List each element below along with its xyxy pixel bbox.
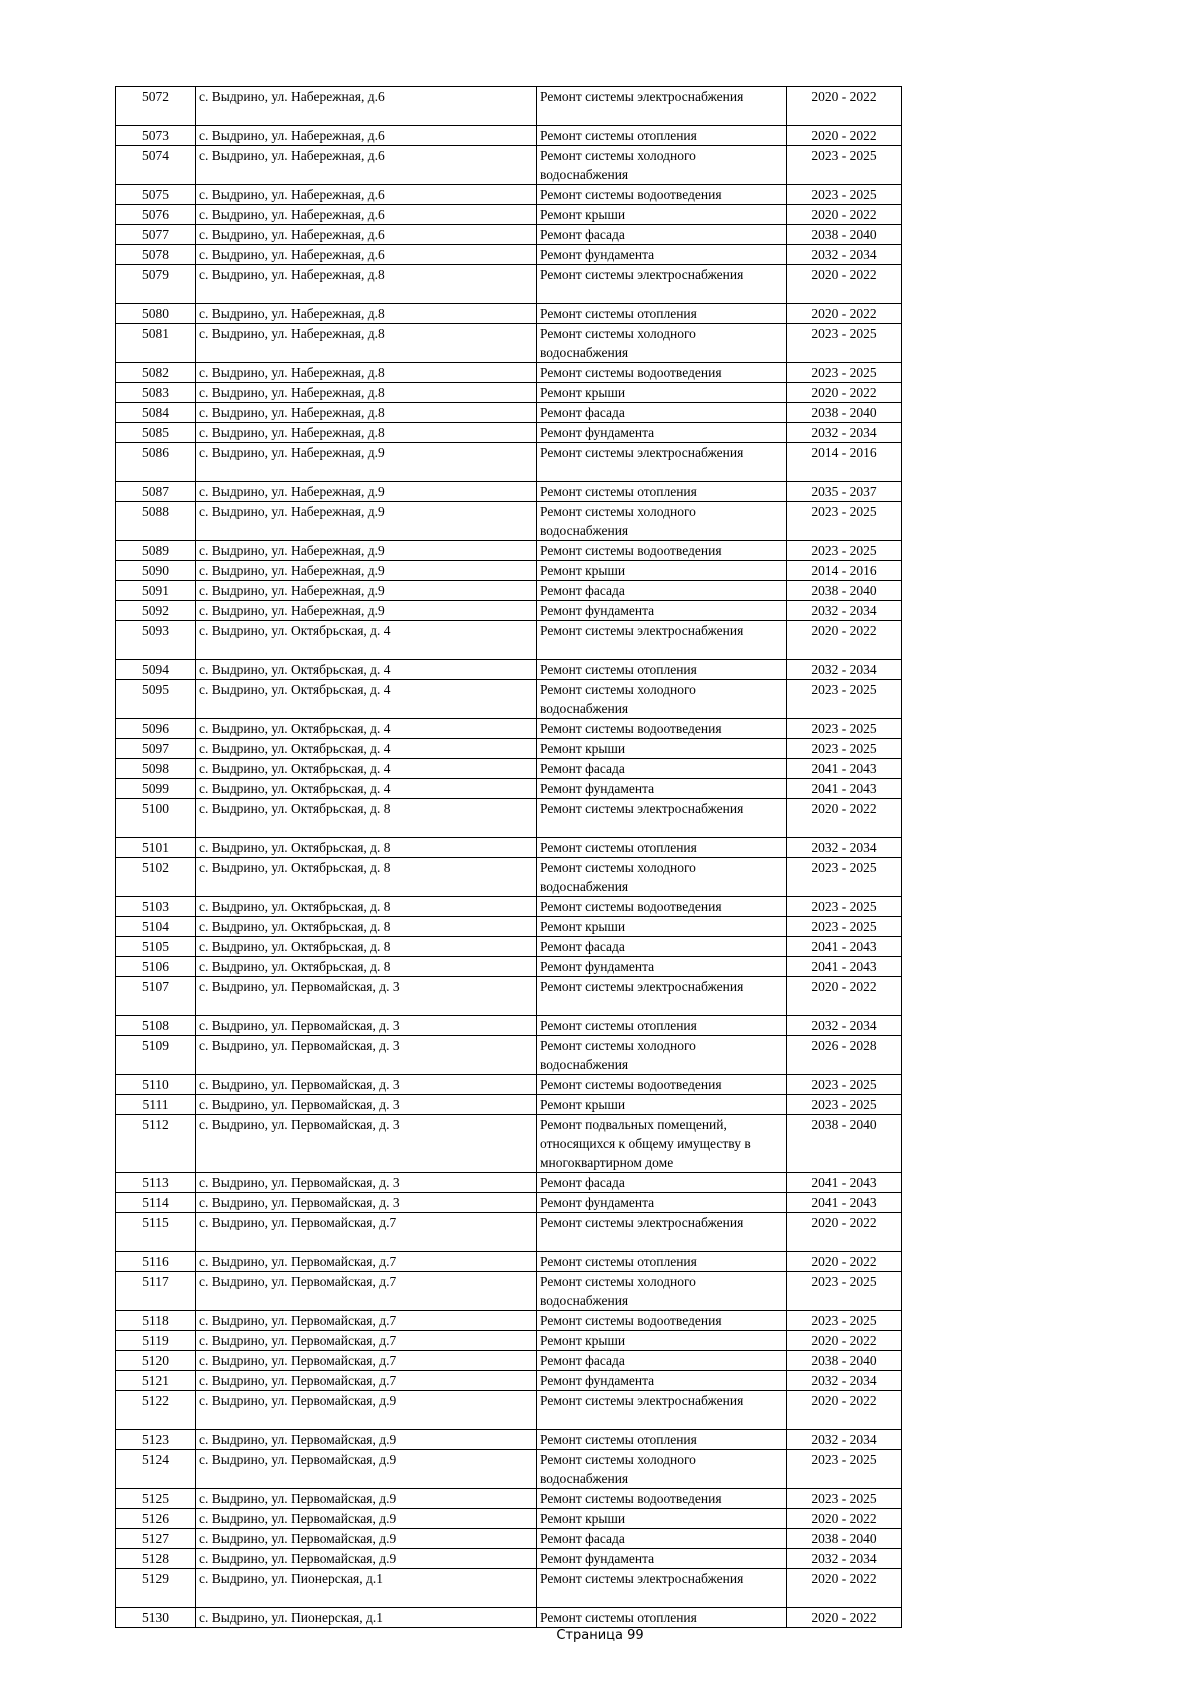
table-row — [116, 1193, 902, 1213]
table-row — [116, 1252, 902, 1272]
cell-address: с. Выдрино, ул. Набережная, д.6 — [196, 225, 537, 245]
cell-number: 5080 — [116, 304, 196, 324]
table-row — [116, 1016, 902, 1036]
cell-period: 2038 - 2040 — [787, 581, 902, 601]
cell-number: 5079 — [116, 265, 196, 304]
table-row — [116, 1489, 902, 1509]
cell-period: 2032 - 2034 — [787, 838, 902, 858]
cell-period: 2014 - 2016 — [787, 561, 902, 581]
cell-number: 5119 — [116, 1331, 196, 1351]
cell-period: 2041 - 2043 — [787, 937, 902, 957]
cell-work-type: Ремонт системы отопления — [537, 1252, 787, 1272]
cell-address: с. Выдрино, ул. Первомайская, д.7 — [196, 1331, 537, 1351]
cell-work-type: Ремонт системы электроснабжения — [537, 621, 787, 660]
cell-period: 2023 - 2025 — [787, 324, 902, 363]
table-row — [116, 185, 902, 205]
cell-address: с. Выдрино, ул. Первомайская, д.7 — [196, 1213, 537, 1252]
cell-address: с. Выдрино, ул. Первомайская, д.9 — [196, 1549, 537, 1569]
cell-number: 5088 — [116, 502, 196, 541]
cell-address: с. Выдрино, ул. Первомайская, д.9 — [196, 1450, 537, 1489]
cell-period: 2020 - 2022 — [787, 799, 902, 838]
cell-work-type: Ремонт фасада — [537, 1351, 787, 1371]
cell-period: 2023 - 2025 — [787, 1075, 902, 1095]
cell-number: 5099 — [116, 779, 196, 799]
cell-number: 5108 — [116, 1016, 196, 1036]
cell-number: 5121 — [116, 1371, 196, 1391]
table-row — [116, 680, 902, 719]
table-row — [116, 541, 902, 561]
cell-address: с. Выдрино, ул. Октябрьская, д. 4 — [196, 719, 537, 739]
cell-address: с. Выдрино, ул. Набережная, д.9 — [196, 541, 537, 561]
cell-period: 2032 - 2034 — [787, 1016, 902, 1036]
cell-number: 5107 — [116, 977, 196, 1016]
cell-work-type: Ремонт системы отопления — [537, 838, 787, 858]
cell-period: 2032 - 2034 — [787, 1549, 902, 1569]
table-row — [116, 1569, 902, 1608]
cell-address: с. Выдрино, ул. Октябрьская, д. 4 — [196, 759, 537, 779]
cell-work-type: Ремонт фасада — [537, 225, 787, 245]
cell-number: 5105 — [116, 937, 196, 957]
table-row — [116, 660, 902, 680]
cell-work-type: Ремонт системы отопления — [537, 126, 787, 146]
cell-period: 2041 - 2043 — [787, 1193, 902, 1213]
cell-address: с. Выдрино, ул. Набережная, д.6 — [196, 185, 537, 205]
cell-address: с. Выдрино, ул. Набережная, д.9 — [196, 502, 537, 541]
cell-address: с. Выдрино, ул. Набережная, д.8 — [196, 265, 537, 304]
cell-address: с. Выдрино, ул. Набережная, д.8 — [196, 403, 537, 423]
cell-period: 2023 - 2025 — [787, 897, 902, 917]
cell-period: 2023 - 2025 — [787, 502, 902, 541]
table-row — [116, 838, 902, 858]
table-row — [116, 1430, 902, 1450]
cell-number: 5117 — [116, 1272, 196, 1311]
cell-address: с. Выдрино, ул. Октябрьская, д. 8 — [196, 937, 537, 957]
cell-work-type: Ремонт системы электроснабжения — [537, 799, 787, 838]
table-row — [116, 1272, 902, 1311]
cell-work-type: Ремонт фундамента — [537, 1193, 787, 1213]
cell-period: 2038 - 2040 — [787, 403, 902, 423]
cell-address: с. Выдрино, ул. Октябрьская, д. 4 — [196, 779, 537, 799]
cell-work-type: Ремонт системы электроснабжения — [537, 265, 787, 304]
cell-work-type: Ремонт фундамента — [537, 1371, 787, 1391]
cell-number: 5112 — [116, 1115, 196, 1173]
table-row — [116, 1115, 902, 1173]
table-row — [116, 957, 902, 977]
cell-work-type: Ремонт фасада — [537, 937, 787, 957]
cell-work-type: Ремонт крыши — [537, 561, 787, 581]
cell-address: с. Выдрино, ул. Октябрьская, д. 8 — [196, 799, 537, 838]
cell-address: с. Выдрино, ул. Октябрьская, д. 4 — [196, 621, 537, 660]
table-row — [116, 265, 902, 304]
cell-address: с. Выдрино, ул. Октябрьская, д. 4 — [196, 680, 537, 719]
cell-address: с. Выдрино, ул. Первомайская, д.9 — [196, 1509, 537, 1529]
table-row — [116, 324, 902, 363]
cell-period: 2020 - 2022 — [787, 126, 902, 146]
cell-work-type: Ремонт системы электроснабжения — [537, 87, 787, 126]
cell-work-type: Ремонт системы водоотведения — [537, 1311, 787, 1331]
cell-work-type: Ремонт системы водоотведения — [537, 897, 787, 917]
table-row — [116, 561, 902, 581]
cell-work-type: Ремонт системы электроснабжения — [537, 1391, 787, 1430]
cell-number: 5106 — [116, 957, 196, 977]
cell-work-type: Ремонт фундамента — [537, 601, 787, 621]
cell-number: 5126 — [116, 1509, 196, 1529]
cell-address: с. Выдрино, ул. Первомайская, д. 3 — [196, 1036, 537, 1075]
cell-work-type: Ремонт фасада — [537, 1529, 787, 1549]
cell-number: 5120 — [116, 1351, 196, 1371]
cell-work-type: Ремонт системы электроснабжения — [537, 977, 787, 1016]
cell-work-type: Ремонт системы водоотведения — [537, 541, 787, 561]
cell-number: 5076 — [116, 205, 196, 225]
table-row — [116, 1509, 902, 1529]
cell-period: 2038 - 2040 — [787, 1529, 902, 1549]
cell-work-type: Ремонт подвальных помещений, относящихся к общему имуществу в многоквартирном доме — [537, 1115, 787, 1173]
table-row — [116, 87, 902, 126]
table-row — [116, 719, 902, 739]
cell-period: 2032 - 2034 — [787, 245, 902, 265]
cell-number: 5109 — [116, 1036, 196, 1075]
cell-period: 2020 - 2022 — [787, 383, 902, 403]
cell-address: с. Выдрино, ул. Октябрьская, д. 4 — [196, 660, 537, 680]
cell-address: с. Выдрино, ул. Первомайская, д.9 — [196, 1391, 537, 1430]
table-row — [116, 403, 902, 423]
repair-schedule-table — [115, 86, 902, 1628]
cell-period: 2020 - 2022 — [787, 1331, 902, 1351]
cell-period: 2023 - 2025 — [787, 185, 902, 205]
cell-period: 2032 - 2034 — [787, 601, 902, 621]
cell-period: 2032 - 2034 — [787, 1371, 902, 1391]
cell-number: 5122 — [116, 1391, 196, 1430]
table-row — [116, 423, 902, 443]
table-row — [116, 1351, 902, 1371]
cell-address: с. Выдрино, ул. Октябрьская, д. 8 — [196, 957, 537, 977]
cell-period: 2023 - 2025 — [787, 1095, 902, 1115]
table-row — [116, 937, 902, 957]
cell-address: с. Выдрино, ул. Октябрьская, д. 8 — [196, 858, 537, 897]
cell-work-type: Ремонт фасада — [537, 581, 787, 601]
cell-work-type: Ремонт системы отопления — [537, 482, 787, 502]
cell-address: с. Выдрино, ул. Октябрьская, д. 8 — [196, 897, 537, 917]
table-row — [116, 1450, 902, 1489]
cell-period: 2035 - 2037 — [787, 482, 902, 502]
cell-period: 2020 - 2022 — [787, 1391, 902, 1430]
cell-period: 2041 - 2043 — [787, 1173, 902, 1193]
cell-period: 2023 - 2025 — [787, 1450, 902, 1489]
cell-number: 5077 — [116, 225, 196, 245]
cell-address: с. Выдрино, ул. Первомайская, д.7 — [196, 1272, 537, 1311]
cell-period: 2020 - 2022 — [787, 205, 902, 225]
cell-work-type: Ремонт системы водоотведения — [537, 363, 787, 383]
cell-address: с. Выдрино, ул. Первомайская, д.7 — [196, 1311, 537, 1331]
cell-work-type: Ремонт крыши — [537, 1095, 787, 1115]
cell-number: 5092 — [116, 601, 196, 621]
cell-number: 5096 — [116, 719, 196, 739]
table-row — [116, 245, 902, 265]
cell-work-type: Ремонт системы холодного водоснабжения — [537, 146, 787, 185]
cell-address: с. Выдрино, ул. Первомайская, д. 3 — [196, 1115, 537, 1173]
cell-work-type: Ремонт системы холодного водоснабжения — [537, 1450, 787, 1489]
cell-period: 2026 - 2028 — [787, 1036, 902, 1075]
cell-number: 5101 — [116, 838, 196, 858]
table-row — [116, 502, 902, 541]
table-row — [116, 1331, 902, 1351]
cell-work-type: Ремонт системы водоотведения — [537, 1075, 787, 1095]
cell-work-type: Ремонт системы холодного водоснабжения — [537, 1272, 787, 1311]
cell-work-type: Ремонт фундамента — [537, 245, 787, 265]
cell-address: с. Выдрино, ул. Первомайская, д.7 — [196, 1252, 537, 1272]
cell-number: 5087 — [116, 482, 196, 502]
cell-number: 5086 — [116, 443, 196, 482]
table-row — [116, 443, 902, 482]
cell-number: 5082 — [116, 363, 196, 383]
cell-address: с. Выдрино, ул. Набережная, д.8 — [196, 423, 537, 443]
cell-number: 5073 — [116, 126, 196, 146]
cell-period: 2023 - 2025 — [787, 363, 902, 383]
cell-work-type: Ремонт системы водоотведения — [537, 1489, 787, 1509]
cell-work-type: Ремонт системы холодного водоснабжения — [537, 680, 787, 719]
cell-address: с. Выдрино, ул. Первомайская, д. 3 — [196, 1016, 537, 1036]
cell-work-type: Ремонт крыши — [537, 739, 787, 759]
cell-period: 2023 - 2025 — [787, 719, 902, 739]
table-row — [116, 126, 902, 146]
table-row — [116, 363, 902, 383]
table-row — [116, 383, 902, 403]
cell-period: 2020 - 2022 — [787, 265, 902, 304]
cell-number: 5125 — [116, 1489, 196, 1509]
cell-period: 2032 - 2034 — [787, 423, 902, 443]
cell-work-type: Ремонт крыши — [537, 205, 787, 225]
cell-number: 5114 — [116, 1193, 196, 1213]
cell-work-type: Ремонт фасада — [537, 403, 787, 423]
cell-number: 5098 — [116, 759, 196, 779]
cell-period: 2038 - 2040 — [787, 1115, 902, 1173]
cell-number: 5118 — [116, 1311, 196, 1331]
cell-address: с. Выдрино, ул. Октябрьская, д. 8 — [196, 838, 537, 858]
cell-address: с. Выдрино, ул. Набережная, д.9 — [196, 482, 537, 502]
cell-period: 2023 - 2025 — [787, 1311, 902, 1331]
cell-work-type: Ремонт системы водоотведения — [537, 185, 787, 205]
table-row — [116, 482, 902, 502]
cell-period: 2020 - 2022 — [787, 1569, 902, 1608]
cell-number: 5083 — [116, 383, 196, 403]
table-body — [116, 87, 902, 1628]
cell-address: с. Выдрино, ул. Первомайская, д. 3 — [196, 1075, 537, 1095]
table-row — [116, 1608, 902, 1628]
table-row — [116, 759, 902, 779]
table-row — [116, 858, 902, 897]
table-row — [116, 1529, 902, 1549]
cell-number: 5085 — [116, 423, 196, 443]
table-row — [116, 601, 902, 621]
cell-work-type: Ремонт крыши — [537, 383, 787, 403]
cell-work-type: Ремонт фундамента — [537, 779, 787, 799]
cell-address: с. Выдрино, ул. Первомайская, д.9 — [196, 1529, 537, 1549]
cell-period: 2020 - 2022 — [787, 1213, 902, 1252]
cell-address: с. Выдрино, ул. Набережная, д.6 — [196, 205, 537, 225]
table-row — [116, 146, 902, 185]
table-row — [116, 1549, 902, 1569]
cell-number: 5097 — [116, 739, 196, 759]
cell-period: 2032 - 2034 — [787, 660, 902, 680]
cell-address: с. Выдрино, ул. Октябрьская, д. 8 — [196, 917, 537, 937]
cell-number: 5104 — [116, 917, 196, 937]
cell-address: с. Выдрино, ул. Набережная, д.8 — [196, 363, 537, 383]
cell-number: 5103 — [116, 897, 196, 917]
cell-work-type: Ремонт фасада — [537, 759, 787, 779]
cell-period: 2023 - 2025 — [787, 541, 902, 561]
cell-work-type: Ремонт фундамента — [537, 423, 787, 443]
cell-period: 2023 - 2025 — [787, 739, 902, 759]
cell-address: с. Выдрино, ул. Набережная, д.6 — [196, 87, 537, 126]
cell-address: с. Выдрино, ул. Пионерская, д.1 — [196, 1569, 537, 1608]
table-row — [116, 739, 902, 759]
cell-period: 2023 - 2025 — [787, 917, 902, 937]
cell-address: с. Выдрино, ул. Набережная, д.6 — [196, 126, 537, 146]
cell-number: 5124 — [116, 1450, 196, 1489]
cell-number: 5127 — [116, 1529, 196, 1549]
cell-work-type: Ремонт системы водоотведения — [537, 719, 787, 739]
cell-work-type: Ремонт системы отопления — [537, 660, 787, 680]
cell-period: 2038 - 2040 — [787, 1351, 902, 1371]
cell-period: 2032 - 2034 — [787, 1430, 902, 1450]
cell-address: с. Выдрино, ул. Первомайская, д. 3 — [196, 977, 537, 1016]
cell-work-type: Ремонт системы отопления — [537, 1016, 787, 1036]
table-row — [116, 1036, 902, 1075]
cell-work-type: Ремонт системы холодного водоснабжения — [537, 858, 787, 897]
cell-address: с. Выдрино, ул. Октябрьская, д. 4 — [196, 739, 537, 759]
cell-work-type: Ремонт системы холодного водоснабжения — [537, 324, 787, 363]
cell-period: 2020 - 2022 — [787, 1252, 902, 1272]
table-row — [116, 304, 902, 324]
table-row — [116, 1311, 902, 1331]
cell-number: 5094 — [116, 660, 196, 680]
cell-number: 5091 — [116, 581, 196, 601]
table-row — [116, 799, 902, 838]
cell-work-type: Ремонт крыши — [537, 1331, 787, 1351]
cell-period: 2020 - 2022 — [787, 1608, 902, 1628]
table-row — [116, 1391, 902, 1430]
cell-address: с. Выдрино, ул. Первомайская, д. 3 — [196, 1095, 537, 1115]
cell-period: 2023 - 2025 — [787, 146, 902, 185]
cell-address: с. Выдрино, ул. Набережная, д.9 — [196, 601, 537, 621]
cell-period: 2023 - 2025 — [787, 858, 902, 897]
table-row — [116, 917, 902, 937]
cell-number: 5128 — [116, 1549, 196, 1569]
cell-number: 5116 — [116, 1252, 196, 1272]
cell-period: 2023 - 2025 — [787, 1272, 902, 1311]
cell-period: 2023 - 2025 — [787, 680, 902, 719]
cell-work-type: Ремонт фундамента — [537, 957, 787, 977]
cell-number: 5072 — [116, 87, 196, 126]
cell-number: 5110 — [116, 1075, 196, 1095]
table-row — [116, 897, 902, 917]
cell-number: 5113 — [116, 1173, 196, 1193]
cell-work-type: Ремонт системы отопления — [537, 1608, 787, 1628]
cell-period: 2041 - 2043 — [787, 759, 902, 779]
cell-number: 5130 — [116, 1608, 196, 1628]
cell-period: 2023 - 2025 — [787, 1489, 902, 1509]
cell-address: с. Выдрино, ул. Пионерская, д.1 — [196, 1608, 537, 1628]
table-row — [116, 1095, 902, 1115]
cell-address: с. Выдрино, ул. Первомайская, д.9 — [196, 1489, 537, 1509]
table-row — [116, 581, 902, 601]
cell-address: с. Выдрино, ул. Набережная, д.8 — [196, 383, 537, 403]
cell-number: 5093 — [116, 621, 196, 660]
cell-work-type: Ремонт системы отопления — [537, 304, 787, 324]
cell-address: с. Выдрино, ул. Первомайская, д. 3 — [196, 1173, 537, 1193]
table-row — [116, 977, 902, 1016]
cell-work-type: Ремонт системы холодного водоснабжения — [537, 502, 787, 541]
cell-work-type: Ремонт крыши — [537, 917, 787, 937]
cell-number: 5102 — [116, 858, 196, 897]
table-row — [116, 621, 902, 660]
cell-period: 2020 - 2022 — [787, 1509, 902, 1529]
cell-work-type: Ремонт фундамента — [537, 1549, 787, 1569]
cell-address: с. Выдрино, ул. Набережная, д.6 — [196, 245, 537, 265]
cell-work-type: Ремонт системы отопления — [537, 1430, 787, 1450]
cell-number: 5075 — [116, 185, 196, 205]
cell-work-type: Ремонт системы электроснабжения — [537, 1213, 787, 1252]
cell-work-type: Ремонт системы электроснабжения — [537, 443, 787, 482]
table-row — [116, 1075, 902, 1095]
cell-number: 5090 — [116, 561, 196, 581]
cell-number: 5084 — [116, 403, 196, 423]
cell-address: с. Выдрино, ул. Набережная, д.9 — [196, 443, 537, 482]
cell-number: 5074 — [116, 146, 196, 185]
cell-number: 5100 — [116, 799, 196, 838]
cell-number: 5123 — [116, 1430, 196, 1450]
cell-address: с. Выдрино, ул. Набережная, д.9 — [196, 561, 537, 581]
cell-work-type: Ремонт системы электроснабжения — [537, 1569, 787, 1608]
cell-address: с. Выдрино, ул. Первомайская, д.7 — [196, 1351, 537, 1371]
cell-number: 5078 — [116, 245, 196, 265]
cell-address: с. Выдрино, ул. Набережная, д.9 — [196, 581, 537, 601]
cell-period: 2020 - 2022 — [787, 977, 902, 1016]
cell-work-type: Ремонт фасада — [537, 1173, 787, 1193]
cell-address: с. Выдрино, ул. Набережная, д.8 — [196, 304, 537, 324]
cell-number: 5111 — [116, 1095, 196, 1115]
cell-period: 2014 - 2016 — [787, 443, 902, 482]
cell-period: 2020 - 2022 — [787, 304, 902, 324]
table-row — [116, 1371, 902, 1391]
cell-period: 2020 - 2022 — [787, 87, 902, 126]
cell-number: 5129 — [116, 1569, 196, 1608]
cell-period: 2020 - 2022 — [787, 621, 902, 660]
cell-period: 2041 - 2043 — [787, 957, 902, 977]
cell-address: с. Выдрино, ул. Первомайская, д. 3 — [196, 1193, 537, 1213]
cell-number: 5089 — [116, 541, 196, 561]
table-row — [116, 1213, 902, 1252]
cell-address: с. Выдрино, ул. Первомайская, д.9 — [196, 1430, 537, 1450]
cell-work-type: Ремонт крыши — [537, 1509, 787, 1529]
table-row — [116, 779, 902, 799]
cell-number: 5095 — [116, 680, 196, 719]
cell-period: 2038 - 2040 — [787, 225, 902, 245]
cell-number: 5115 — [116, 1213, 196, 1252]
cell-address: с. Выдрино, ул. Набережная, д.8 — [196, 324, 537, 363]
table-row — [116, 1173, 902, 1193]
cell-period: 2041 - 2043 — [787, 779, 902, 799]
cell-address: с. Выдрино, ул. Набережная, д.6 — [196, 146, 537, 185]
table-row — [116, 225, 902, 245]
cell-address: с. Выдрино, ул. Первомайская, д.7 — [196, 1371, 537, 1391]
page-number: Страница 99 — [556, 1628, 644, 1643]
table-row — [116, 205, 902, 225]
cell-work-type: Ремонт системы холодного водоснабжения — [537, 1036, 787, 1075]
cell-number: 5081 — [116, 324, 196, 363]
